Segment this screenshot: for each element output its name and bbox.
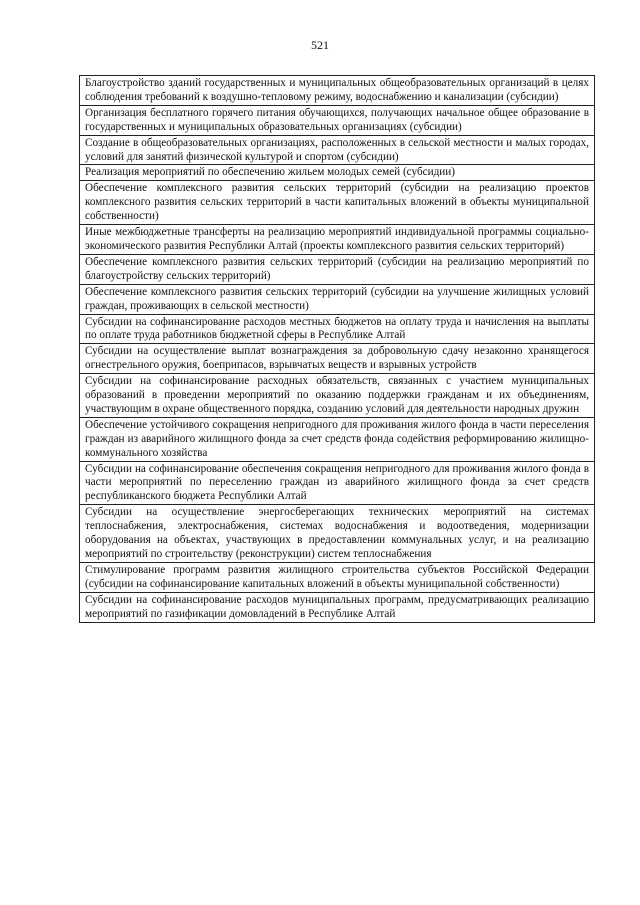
table-cell: Реализация мероприятий по обеспечению жильем молодых семей (субсидии)	[80, 165, 595, 181]
table-row	[80, 254, 595, 284]
table-cell: Обеспечение комплексного развития сельских территорий (субсидии на реализацию мероприятий по благоустройству сельских территорий)	[80, 254, 595, 284]
table-cell: Субсидии на софинансирование расходов местных бюджетов на оплату труда и начисления на выплаты по оплате труда работников бюджетной сферы в Республике Алтай	[80, 314, 595, 344]
table-row	[80, 344, 595, 374]
table-cell: Субсидии на софинансирование расходов муниципальных программ, предусматривающих реализацию мероприятий по газификации домовладений в Республике Алтай	[80, 592, 595, 622]
expenditure-table	[79, 75, 595, 623]
table-cell: Создание в общеобразовательных организациях, расположенных в сельской местности и малых городах, условий для занятий физической культурой и спортом (субсидии)	[80, 135, 595, 165]
table-row	[80, 314, 595, 344]
table-row	[80, 165, 595, 181]
table-row	[80, 417, 595, 461]
table-cell: Субсидии на осуществление выплат вознаграждения за добровольную сдачу незаконно хранящегося огнестрельного оружия, боеприпасов, взрывчатых веществ и взрывных устройств	[80, 344, 595, 374]
table-cell: Обеспечение комплексного развития сельских территорий (субсидии на улучшение жилищных условий граждан, проживающих в сельской местности)	[80, 284, 595, 314]
table-cell: Обеспечение комплексного развития сельских территорий (субсидии на реализацию проектов комплексного развития сельских территорий в части капитальных вложений в объекты муниципальной собственности)	[80, 181, 595, 225]
page-number: 521	[311, 38, 329, 52]
table-row	[80, 76, 595, 106]
table-row	[80, 562, 595, 592]
table-cell: Благоустройство зданий государственных и муниципальных общеобразовательных организаций в целях соблюдения требований к воздушно-тепловому режиму, водоснабжению и канализации (субсидии)	[80, 76, 595, 106]
table-cell: Субсидии на софинансирование обеспечения сокращения непригодного для проживания жилого фонда в части мероприятий по переселению граждан из аварийного жилищного фонда за счет средств республиканского бюджета Республики Алтай	[80, 461, 595, 505]
table-cell: Стимулирование программ развития жилищного строительства субъектов Российской Федерации (субсидии на софинансирование капитальных вложений в объекты муниципальной собственности)	[80, 562, 595, 592]
table-row	[80, 105, 595, 135]
table-row	[80, 225, 595, 255]
table-cell: Субсидии на осуществление энергосберегающих технических мероприятий на системах теплоснабжения, электроснабжения, системах водоснабжения и водоотведения, модернизации оборудования на объектах, участвующих в предоставлении коммунальных услуг, и на реализацию мероприятий по строительству (реконструкции) систем теплоснабжения	[80, 505, 595, 563]
table-row	[80, 592, 595, 622]
table-row	[80, 461, 595, 505]
table-cell: Организация бесплатного горячего питания обучающихся, получающих начальное общее образование в государственных и муниципальных образовательных организациях (субсидии)	[80, 105, 595, 135]
table-row	[80, 181, 595, 225]
table-cell: Обеспечение устойчивого сокращения непригодного для проживания жилого фонда в части переселения граждан из аварийного жилищного фонда за счет средств фонда содействия реформированию жилищно-коммунального хозяйства	[80, 417, 595, 461]
table-row	[80, 505, 595, 563]
table-row	[80, 374, 595, 418]
table-cell: Иные межбюджетные трансферты на реализацию мероприятий индивидуальной программы социально-экономического развития Республики Алтай (проекты комплексного развития сельских территорий)	[80, 225, 595, 255]
table-row	[80, 135, 595, 165]
table-row	[80, 284, 595, 314]
table-cell: Субсидии на софинансирование расходных обязательств, связанных с участием муниципальных образований в проведении мероприятий по оказанию поддержки гражданам и их объединениям, участвующим в охране общественного порядка, созданию условий для деятельности народных дружин	[80, 374, 595, 418]
